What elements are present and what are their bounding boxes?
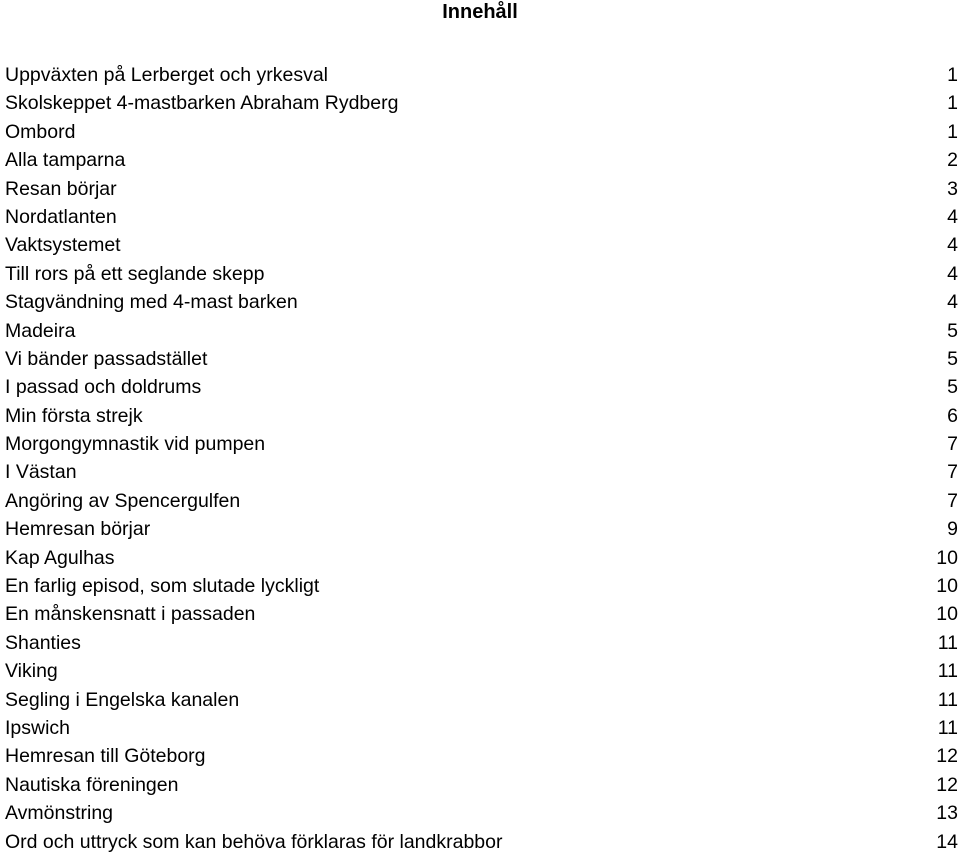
toc-entry-row <box>5 345 958 373</box>
toc-entry-row <box>5 231 958 259</box>
toc-entry-title: Shanties <box>5 631 81 654</box>
toc-entry-page-number: 10 <box>936 546 958 569</box>
toc-entry-row <box>5 288 958 316</box>
toc-entry-page-number: 13 <box>936 802 958 825</box>
toc-entry-title: Skolskeppet 4-mastbarken Abraham Rydberg <box>5 92 399 115</box>
toc-entry-page-number: 7 <box>947 489 958 512</box>
toc-entry-page-number: 11 <box>937 688 958 711</box>
toc-entry-row <box>5 799 958 827</box>
toc-entry-page-number: 3 <box>947 177 958 200</box>
toc-entry-row <box>5 203 958 231</box>
toc-entry-page-number: 5 <box>947 319 958 342</box>
toc-entry-row <box>5 317 958 345</box>
toc-entry-row <box>5 544 958 572</box>
toc-entry-row <box>5 828 958 856</box>
toc-entry-title: Min första strejk <box>5 404 143 427</box>
toc-entry-title: Vaktsystemet <box>5 234 121 257</box>
toc-entry-row <box>5 260 958 288</box>
toc-entry-title: Segling i Engelska kanalen <box>5 688 240 711</box>
toc-entry-row <box>5 572 958 600</box>
toc-entry-title: Angöring av Spencergulfen <box>5 489 241 512</box>
toc-entry-row <box>5 600 958 628</box>
toc-entry-page-number: 1 <box>947 120 958 143</box>
toc-entry-row <box>5 458 958 486</box>
toc-entry-page-number: 11 <box>937 631 958 654</box>
toc-entry-page-number: 12 <box>936 745 958 768</box>
toc-entry-title: Vi bänder passadstället <box>5 347 208 370</box>
toc-entry-title: En månskensnatt i passaden <box>5 603 256 626</box>
toc-entry-row <box>5 771 958 799</box>
toc-entry-row <box>5 373 958 401</box>
toc-entry-page-number: 5 <box>947 376 958 399</box>
toc-entry-row <box>5 430 958 458</box>
toc-entry-title: I passad och doldrums <box>5 376 202 399</box>
toc-entry-title: Ombord <box>5 120 76 143</box>
toc-entry-page-number: 5 <box>947 347 958 370</box>
toc-entry-title: Hemresan börjar <box>5 518 151 541</box>
toc-entry-page-number: 10 <box>936 603 958 626</box>
toc-entry-title: Morgongymnastik vid pumpen <box>5 433 266 456</box>
toc-entry-page-number: 1 <box>947 64 958 86</box>
toc-heading: Innehåll <box>442 1 518 23</box>
toc-entry-row <box>5 686 958 714</box>
toc-entry-row <box>5 175 958 203</box>
toc-entry-page-number: 1 <box>947 92 958 115</box>
toc-entry-title: Kap Agulhas <box>5 546 115 569</box>
toc-entry-page-number: 12 <box>936 773 958 796</box>
toc-entry-page-number: 2 <box>947 149 958 172</box>
toc-entry-page-number: 10 <box>936 575 958 598</box>
toc-entry-row <box>5 714 958 742</box>
toc-entry-page-number: 4 <box>947 291 958 314</box>
toc-entry-page-number: 11 <box>937 716 958 739</box>
toc-entry-page-number: 11 <box>937 660 958 683</box>
toc-entry-page-number: 14 <box>936 830 958 853</box>
toc-entry-page-number: 4 <box>947 234 958 257</box>
toc-entry-page-number: 6 <box>947 404 958 427</box>
toc-entry-row <box>5 402 958 430</box>
toc-entry-page-number: 7 <box>947 433 958 456</box>
toc-entry-title: Hemresan till Göteborg <box>5 745 206 768</box>
toc-entry-page-number: 4 <box>947 262 958 285</box>
toc-entry-page-number: 4 <box>947 205 958 228</box>
toc-entry-title: Ord och uttryck som kan behöva förklaras för landkrabbor <box>5 830 503 853</box>
toc-entry-row <box>5 118 958 146</box>
toc-entry-row <box>5 487 958 515</box>
toc-entry-row <box>5 657 958 685</box>
toc-entry-row <box>5 629 958 657</box>
toc-entry-title: Nautiska föreningen <box>5 773 179 796</box>
toc-entry-title: I Västan <box>5 461 77 484</box>
toc-entry-title: Uppväxten på Lerberget och yrkesval <box>5 64 329 86</box>
toc-entry-row <box>5 742 958 770</box>
toc-entry-title: En farlig episod, som slutade lyckligt <box>5 575 320 598</box>
toc-entry-title: Ipswich <box>5 716 71 739</box>
toc-entry-title: Viking <box>5 660 58 683</box>
toc-entry-row <box>5 89 958 117</box>
toc-entry-title: Stagvändning med 4-mast barken <box>5 291 298 314</box>
toc-entry-row <box>5 61 958 89</box>
toc-entry-title: Resan börjar <box>5 177 117 200</box>
toc-entry-row <box>5 146 958 174</box>
toc-entry-page-number: 9 <box>947 518 958 541</box>
toc-entry-title: Nordatlanten <box>5 205 117 228</box>
toc-entry-title: Avmönstring <box>5 802 114 825</box>
toc-entry-title: Madeira <box>5 319 76 342</box>
toc-entry-title: Till rors på ett seglande skepp <box>5 262 265 285</box>
toc-entry-page-number: 7 <box>947 461 958 484</box>
toc-list <box>5 61 958 856</box>
toc-entry-title: Alla tamparna <box>5 149 126 172</box>
toc-entry-row <box>5 515 958 543</box>
